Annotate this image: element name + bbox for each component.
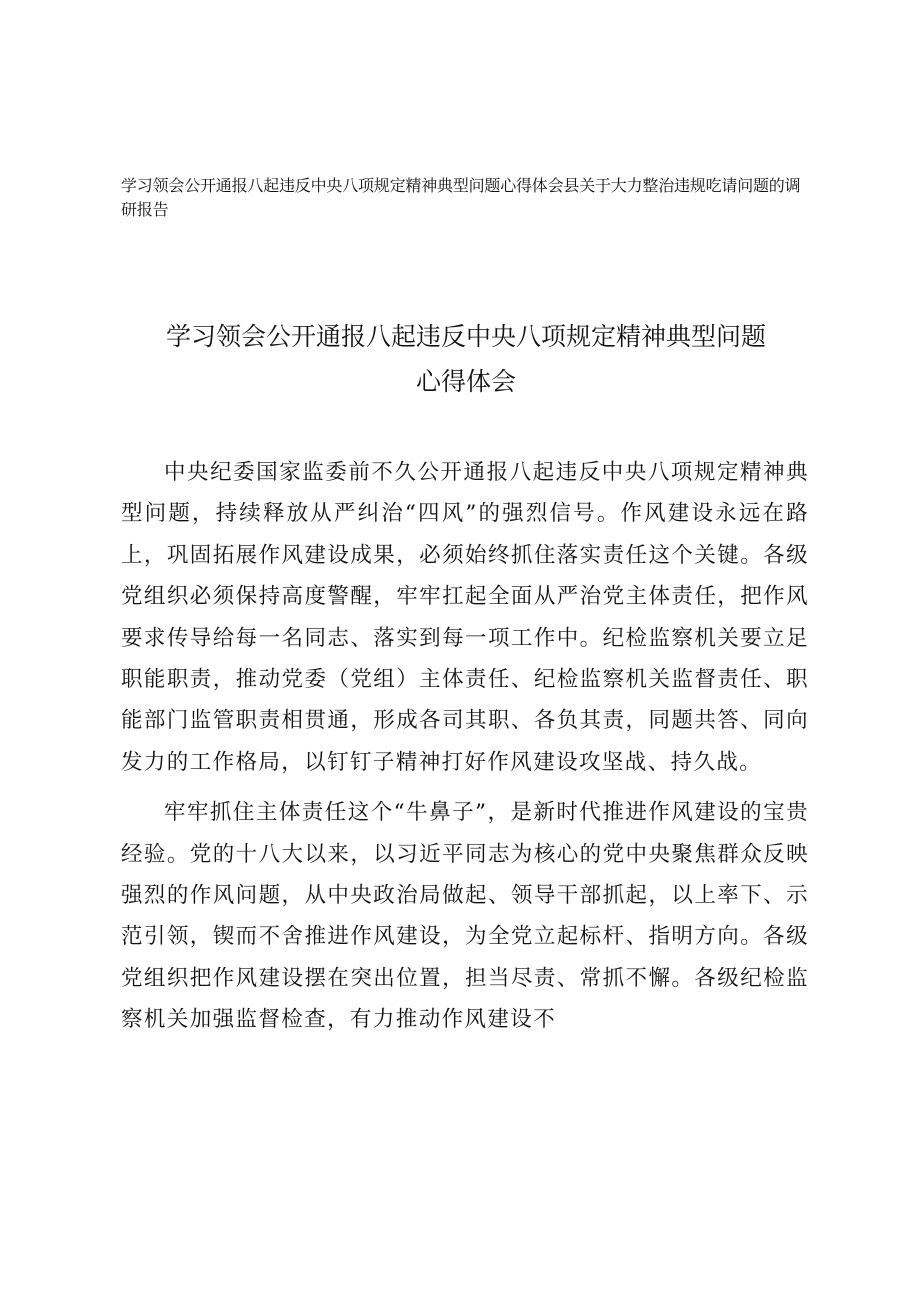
document-title-line-1: 学习领会公开通报八起违反中央八项规定精神典型问题 — [165, 322, 766, 351]
document-title — [121, 314, 811, 404]
body-paragraph-1: 中央纪委国家监委前不久公开通报八起违反中央八项规定精神典型问题，持续释放从严纠治“四风”的强烈信号。作风建设永远在路上，巩固拓展作风建设成果，必须始终抓住落实责任这个关键。各级党组织必须保持高度警醒，牢牢扛起全面从严治党主体责任，把作风要求传导给每一名同志、落实到每一项工作中。纪检监察机关要立足职能职责，推动党委（党组）主体责任、纪检监察机关监督责任、职能部门监管职责相贯通，形成各司其职、各负其责，同题共答、同向发力的工作格局，以钉钉子精神打好作风建设攻坚战、持久战。 — [121, 460, 809, 775]
document-header-title: 学习领会公开通报八起违反中央八项规定精神典型问题心得体会县关于大力整治违规吃请问题的调研报告 — [121, 176, 801, 219]
body-paragraph-2: 牢牢抓住主体责任这个“牛鼻子”，是新时代推进作风建设的宝贵经验。党的十八大以来，以习近平同志为核心的党中央聚焦群众反映强烈的作风问题，从中央政治局做起、领导干部抓起，以上率下、示范引领，锲而不舍推进作风建设，为全党立起标杆、指明方向。各级党组织把作风建设摆在突出位置，担当尽责、常抓不懈。各级纪检监察机关加强监督检查，有力推动作风建设不 — [121, 800, 809, 1033]
document-body — [121, 452, 809, 1050]
document-title-line-2: 心得体会 — [415, 367, 516, 396]
